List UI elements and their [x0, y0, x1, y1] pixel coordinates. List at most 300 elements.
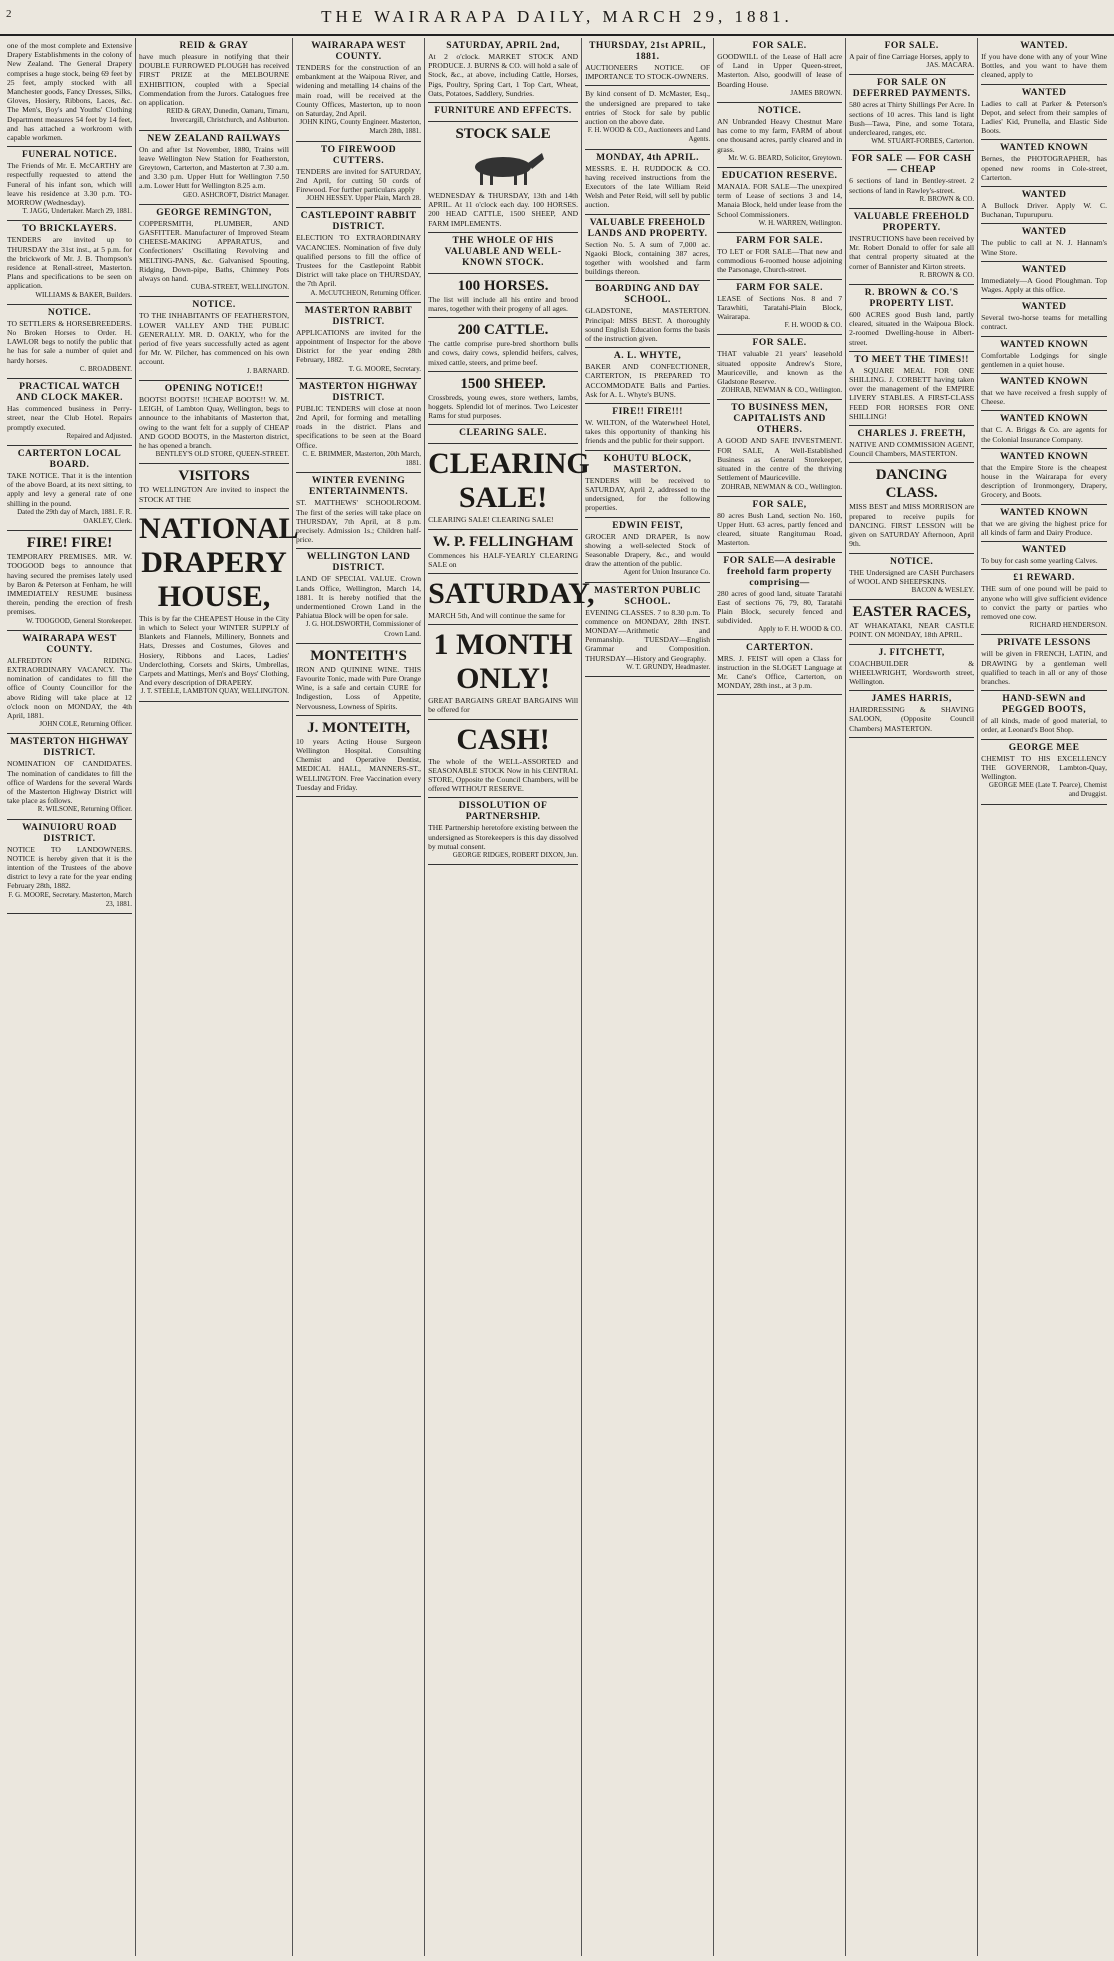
ad-heading: J. FITCHETT, [878, 647, 945, 658]
ad-signature: JOHN HESSEY. Upper Plain, March 28. [306, 194, 422, 203]
advertisement [585, 404, 710, 451]
ad-heading: CLEARING SALE! [428, 447, 590, 515]
advertisement [717, 553, 842, 640]
ad-heading: WANTED [1021, 264, 1067, 275]
ad-heading: MASTERTON PUBLIC SCHOOL. [594, 585, 702, 607]
advertisement [717, 335, 842, 400]
ad-body: LEASE of Sections Nos. 8 and 7 Tarawhiti, Taratahi-Plain Block, Wairarapa. [717, 293, 843, 322]
advertisement [428, 425, 578, 444]
ad-signature: WILLIAMS & BAKER, Builders. [35, 290, 133, 299]
ad-body: ELECTION TO EXTRAORDINARY VACANCIES. Nomination of five duly qualified persons to fill the office of Trustees for the Castlepoint Rabbit District will take place on THURSDAY, the 7th April. [296, 233, 422, 289]
advertisement [849, 463, 974, 553]
ad-heading: CHARLES J. FREETH, [857, 429, 966, 440]
advertisement [849, 554, 974, 601]
ad-body: ALFREDTON RIDING. EXTRAORDINARY VACANCY. The nomination of candidates to fill the office of County Councillor for the above Riding will take place at 12 o'clock noon on MONDAY, the 4th April, 1881. [7, 655, 133, 720]
ad-heading: WANTED [1021, 227, 1067, 238]
ad-body: THE sum of one pound will be paid to anyone who will give sufficient evidence to convict the party or parties who removed one cow. [981, 584, 1108, 621]
ad-body: that we have received a fresh supply of Cheese. [981, 388, 1108, 407]
column-8 [978, 38, 1110, 1956]
ad-body: The Friends of Mr. E. McCARTHY are respectfully requested to attend the Funeral of his infant son, which will leave his residence at 3.30 p.m. TO-MORROW (Wednesday). [7, 161, 133, 208]
advertisement [981, 38, 1107, 85]
ad-body: A SQUARE MEAL FOR ONE SHILLING. J. CORBETT having taken over the management of the EMPIRE LIVERY STABLES. A FIRST-CLASS FEED FOR HORSES FOR ONE SHILLING! [849, 365, 975, 421]
ad-heading: FUNERAL NOTICE. [21, 150, 118, 161]
ad-heading: FOR SALE ON DEFERRED PAYMENTS. [852, 78, 971, 100]
ad-heading: TO MEET THE TIMES!! [854, 354, 969, 365]
ad-heading: FIRE!! FIRE!!! [612, 407, 683, 418]
advertisement [296, 379, 421, 473]
ad-body: TO WELLINGTON Are invited to inspect the STOCK AT THE [139, 485, 290, 504]
ad-body: Comfortable Lodgings for single gentlemen in a quiet house. [981, 350, 1108, 369]
ad-heading: WANTED KNOWN [1000, 339, 1089, 350]
ad-body: MARCH 5th, And will continue the same for [428, 611, 566, 621]
advertisement [585, 348, 710, 404]
ad-body: LAND OF SPECIAL VALUE. Crown Lands Office, Wellington, March 14, 1881. It is hereby notified that the undermentioned Crown Land in the Pahiatua Block will be open for sale. [296, 574, 422, 621]
advertisement [7, 305, 132, 379]
ad-body: MRS. J. FEIST will open a Class for instruction in the SLOGET Language at Mr. Cane's Office, Carterton, on MONDAY, 28th inst., at 3 p.m. [717, 653, 843, 691]
advertisement [981, 262, 1107, 299]
ad-heading: WANTED [1021, 190, 1067, 201]
ad-heading: EDUCATION RESERVE. [721, 171, 838, 182]
advertisement [717, 400, 842, 496]
ad-signature: F. H. WOOD & CO., Auctioneers and Land Agents. [587, 126, 711, 144]
ad-signature: JAS. MACARA. [926, 61, 975, 70]
ad-heading: NOTICE. [47, 307, 92, 318]
ad-body: Bernes, the PHOTOGRAPHER, has opened new rooms in Cole-street, Carterton. [981, 154, 1108, 182]
advertisement [428, 574, 595, 625]
ad-body: one of the most complete and Extensive Drapery Establishments in the colony of New Zealand. The General Drapery comprises a huge stock, being 69 feet by 25 feet, amply stocked with all Manchester goods, Fancy Dresses, Silks, Gloves, Hosiery, Ribbons, Laces, &c. The Men's, Boy's and Youths' Clothing Department measures 54 feet by 14 feet, and has attached a workroom with capable workmen. [7, 41, 133, 143]
ad-signature: Apply to F. H. WOOD & CO. [758, 625, 843, 634]
ad-body: GREAT BARGAINS GREAT BARGAINS Will be offered for [428, 696, 579, 715]
advertisement [981, 224, 1107, 261]
ad-body: Several two-horse teams for metalling contract. [981, 313, 1108, 332]
ad-heading: WANTED [1021, 302, 1067, 313]
advertisement [981, 691, 1107, 739]
ad-body: TO SETTLERS & HORSEBREEDERS. No Broken Horses to Order. H. LAWLOR begs to notify the public that he has for sale a number of quiet and hardy horses. [7, 318, 133, 365]
ad-signature: Mr. W. G. BEARD, Solicitor, Greytown. [728, 153, 843, 162]
advertisement [139, 297, 289, 380]
column-1 [4, 38, 136, 1956]
advertisement [981, 542, 1107, 570]
advertisement [428, 720, 578, 799]
ad-heading: CASH! [456, 722, 550, 756]
ad-heading: MONDAY, 4th APRIL. [596, 152, 699, 163]
ad-heading: FIRE! FIRE! [26, 535, 113, 552]
ad-body: of all kinds, made of good material, to order, at Leonard's Boot Shop. [981, 716, 1108, 735]
ad-heading: TO BUSINESS MEN, CAPITALISTS AND OTHERS. [731, 403, 828, 436]
advertisement [585, 281, 710, 348]
ad-body: NATIVE AND COMMISSION AGENT, Council Chambers, MASTERTON. [849, 440, 975, 459]
advertisement [981, 187, 1107, 224]
ad-body: that we are giving the highest price for all kinds of farm and Dairy Produce. [981, 518, 1108, 537]
advertisement [139, 205, 289, 298]
masthead [0, 0, 1114, 36]
advertisement [428, 318, 578, 372]
advertisement [7, 446, 132, 531]
ad-body: The whole of the WELL-ASSORTED and SEASONABLE STOCK Now in his CENTRAL STORE, Opposite the Council Chambers, will be offered WITHOUT RESERVE. [428, 756, 579, 794]
advertisement [717, 233, 842, 280]
ad-heading: VALUABLE FREEHOLD LANDS AND PROPERTY. [587, 217, 708, 239]
ad-body: PUBLIC TENDERS will close at noon 2nd April, for forming and metalling roads in the district. Plans and specifications to be seen at the Board Office. [296, 403, 422, 450]
ad-body: TO LET or FOR SALE—That new and commodious 6-roomed house adjoining the Parsonage, Church-street. [717, 247, 843, 275]
ad-signature: BACON & WESLEY. [911, 585, 975, 594]
ad-signature: RICHARD HENDERSON. [1029, 621, 1108, 630]
advertisement [7, 631, 132, 735]
ad-heading: 1 MONTH ONLY! [433, 628, 573, 696]
ad-heading: 1500 SHEEP. [460, 375, 546, 392]
ad-signature: W. TOOGOOD, General Storekeeper. [26, 616, 133, 625]
advertisement [717, 103, 842, 168]
advertisement [981, 374, 1107, 411]
advertisement [849, 691, 974, 738]
ad-heading: TO BRICKLAYERS. [22, 224, 117, 235]
ad-body: have much pleasure in notifying that their DOUBLE FURROWED PLOUGH has received FIRST PRIZE at the MELBOURNE EXHIBITION, coupled with a Special Commendation from the Jurors. Catalogues free on application. [139, 52, 290, 108]
ad-body: CHEMIST TO HIS EXCELLENCY THE GOVERNOR, Lambton-Quay, Wellington. [981, 753, 1108, 781]
ad-body: Commences his HALF-YEARLY CLEARING SALE on [428, 550, 579, 569]
ad-body: W. WILTON, of the Waterwheel Hotel, takes this opportunity of thanking his friends and the public for their support. [585, 418, 711, 446]
advertisement [981, 85, 1107, 141]
advertisement [981, 635, 1107, 691]
ad-heading: WANTED. [1020, 41, 1068, 51]
ad-heading: VALUABLE FREEHOLD PROPERTY. [853, 212, 970, 234]
advertisement [849, 285, 974, 352]
advertisement [585, 451, 710, 518]
advertisement [296, 142, 421, 209]
advertisement [717, 640, 842, 696]
ad-body: that C. A. Briggs & Co. are agents for the Colonial Insurance Company. [981, 425, 1108, 444]
advertisement [981, 140, 1107, 187]
ad-heading: MASTERTON RABBIT DISTRICT. [304, 305, 413, 327]
ad-body: will be given in FRENCH, LATIN, and DRAWING by a gentleman well qualified to teach in all or any of those branches. [981, 649, 1108, 686]
ad-body: GLADSTONE, MASTERTON. Principal: MISS BEST. A thoroughly sound English Education forms the basis of the instruction given. [585, 306, 711, 344]
ad-heading: VISITORS [178, 468, 250, 485]
advertisement [428, 38, 578, 103]
ad-heading: 200 CATTLE. [457, 322, 549, 339]
advertisement [981, 505, 1107, 542]
ad-body: INSTRUCTIONS have been received by Mr. Robert Donald to offer for sale all that central property situated at the corner of Bannister and Kirton streets. [849, 234, 975, 271]
advertisement [849, 352, 974, 426]
advertisement [981, 337, 1107, 374]
ad-body: THAT valuable 21 years' leasehold situated opposite Andrew's Store, Mauriceville, and known as the Gladstone Reserve. [717, 349, 843, 387]
horse-cut-icon [458, 147, 548, 187]
advertisement [849, 38, 974, 75]
ad-body: TENDERS are invited for SATURDAY, 2nd April, for cutting 50 cords of Firewood. For further particulars apply [296, 166, 422, 195]
ad-signature: GEO. ASHCROFT, District Manager. [182, 190, 290, 199]
advertisement [428, 274, 578, 318]
advertisement [296, 38, 421, 142]
advertisement [849, 151, 974, 209]
ad-heading: OPENING NOTICE!! [164, 383, 264, 394]
ad-heading: NOTICE. [757, 106, 802, 117]
ad-heading: FOR SALE. [752, 338, 807, 349]
ad-heading: MASTERTON HIGHWAY DISTRICT. [299, 381, 418, 403]
ad-body: The public to call at N. J. Hannam's Wine Store. [981, 238, 1108, 257]
ad-heading: REID & GRAY [179, 41, 249, 51]
ad-heading: W. P. FELLINGHAM [432, 533, 574, 550]
advertisement [428, 103, 578, 122]
advertisement [296, 208, 421, 302]
advertisement [139, 464, 289, 508]
ad-heading: WANTED [1021, 87, 1067, 98]
ad-body: A pair of fine Carriage Horses, apply to [849, 52, 970, 61]
ad-body: To buy for cash some yearling Calves. [981, 556, 1098, 566]
ad-body: APPLICATIONS are invited for the appointment of Inspector for the above District for the year ending 28th February, 1882. [296, 327, 422, 365]
ad-body: TENDERS are invited up to THURSDAY the 31st inst., at 5 p.m. for the brickwork of Mr. J. B. Thompson's residence at Renall-street, Masterton. Plans and specifications to be seen on application. [7, 235, 133, 291]
ad-heading: SATURDAY, APRIL 2nd, [446, 41, 560, 51]
ad-signature: W. T. GRUNDY, Headmaster. [626, 662, 711, 671]
advertisement [849, 209, 974, 285]
ad-heading: HAND-SEWN and PEGGED BOOTS, [1002, 694, 1087, 716]
ad-heading: CARTERTON LOCAL BOARD. [17, 448, 122, 470]
ad-body: IRON AND QUININE WINE. THIS Favourite Tonic, made with Pure Orange Wine, is a safe and certain CURE for Indigestion, Loss of Appetite, Nervousness, Lowness of Spirits. [296, 664, 422, 711]
ad-signature: WM. STUART-FORBES, Carterton. [871, 137, 975, 146]
advertisement [139, 131, 289, 205]
ad-signature: Dated the 29th day of March, 1881. F. R. OAKLEY, Clerk. [17, 507, 133, 525]
newspaper-title: THE WAIRARAPA DAILY, MARCH 29, 1881. [321, 7, 793, 26]
ad-heading: R. BROWN & CO.'S PROPERTY LIST. [864, 288, 959, 310]
ad-signature: J. T. STEELE, LAMBTON QUAY, WELLINGTON. [140, 687, 290, 696]
ad-heading: PRIVATE LESSONS [997, 638, 1091, 649]
ad-body: TAKE NOTICE. That it is the intention of the above Board, at its next sitting, to apply and levy a general rate of one shilling in the pound. [7, 470, 133, 508]
advertisement [428, 233, 578, 274]
ad-heading: GEORGE REMINGTON, [156, 207, 272, 218]
advertisement [428, 625, 578, 719]
advertisement [981, 740, 1107, 805]
advertisement [296, 303, 421, 379]
advertisement [428, 530, 578, 574]
ad-body: At 2 o'clock. MARKET STOCK AND PRODUCE. J. BURNS & CO. will hold a sale of Stock, &c., at above, including Cattle, Horses, Pigs, Poultry, Spring Cart, 1 Top Cart, Wheat, Oats, Potatoes, Saddlery, Sundries. [428, 52, 579, 98]
ad-body: AT WHAKATAKI, NEAR CASTLE POINT. ON MONDAY, 18th APRIL. [849, 621, 975, 640]
ad-heading: WAINUIORU ROAD DISTRICT. [22, 822, 117, 844]
advertisement [7, 820, 132, 914]
ad-body: On and after 1st November, 1880, Trains will leave Wellington New Station for Featherston, Greytown, Carterton, and Masterton at 7.30 a.m. and 3.30 p.m. Upper Hutt for Wellington 7.50 a.m. Lower Hutt for Wellington 8.25 a.m. [139, 144, 290, 191]
advertisement [981, 449, 1107, 505]
advertisement [849, 75, 974, 151]
ad-body: This is by far the CHEAPEST House in the City in which to Select your WINTER SUPPLY of Blankets and Flannels, Millinery, Bonnets and Hats, Dresses and Costumes, Gloves and Hosiery, Ribbons and Laces, Ladies' Underclothing, Corsets and Skirts, Umbrellas, Carpets and Mattings, Men's and Boys' Clothing, And every description of DRAPERY. [139, 613, 290, 688]
ad-heading: WANTED KNOWN [1000, 507, 1089, 518]
advertisement [849, 600, 974, 644]
advertisement [139, 38, 289, 131]
ad-heading: CARTERTON. [745, 642, 814, 653]
ad-heading: TO FIREWOOD CUTTERS. [320, 144, 397, 166]
ad-heading: EDWIN FEIST, [612, 520, 683, 531]
ad-body: By kind consent of D. McMaster, Esq., the undersigned are prepared to take entries of Stock for sale by public auction on the above date. [585, 89, 711, 127]
ad-body: WEDNESDAY & THURSDAY, 13th and 14th APRIL. At 11 o'clock each day. 100 HORSES. 200 HEAD CATTLE, 1500 SHEEP, AND FARM IMPLEMENTS. [428, 191, 579, 228]
column-2 [136, 38, 299, 1956]
ad-body: Has commenced business in Perry-street, near the Club Hotel. Repairs promptly executed. [7, 404, 133, 432]
ad-signature: GEORGE MEE (Late T. Pearce), Chemist and Druggist. [988, 781, 1108, 799]
ad-body: TEMPORARY PREMISES. MR. W. TOOGOOD begs to announce that having secured the premises lately used by Baron & Peterson at Fenham, he will IMMEDIATELY RESUME business therein, pending the erection of fresh premises. [7, 552, 133, 617]
ad-signature: ZOHRAB, NEWMAN & CO., Wellington. [721, 386, 843, 395]
ad-heading: £1 REWARD. [1013, 573, 1075, 584]
page-number: 2 [6, 8, 12, 20]
advertisement [717, 280, 842, 336]
ad-body: A GOOD AND SAFE INVESTMENT. FOR SALE, A Well-Established Business as General Storekeeper, situated in the centre of the thriving Settlement of Mauriceville. [717, 436, 843, 483]
ad-signature: T. JAGG, Undertaker. March 29, 1881. [22, 207, 133, 216]
ad-heading: KOHUTU BLOCK, MASTERTON. [603, 453, 692, 475]
ad-heading: WANTED KNOWN [1000, 143, 1089, 154]
ad-body: The cattle comprise pure-bred shorthorn bulls and cows, dairy cows, splendid heifers, calves, mixed cattle, steers, and prime beef. [428, 339, 579, 367]
ad-signature: W. H. WARREN, Wellington. [758, 218, 843, 227]
advertisement [7, 379, 132, 446]
ad-heading: FOR SALE. [752, 41, 807, 51]
column-6 [714, 38, 846, 1956]
advertisement [139, 509, 299, 702]
ad-heading: NATIONAL DRAPERY HOUSE, [139, 511, 299, 613]
ad-signature: ZOHRAB, NEWMAN & CO., Wellington. [721, 482, 843, 491]
ad-body: TENDERS will be received to SATURDAY, April 2, addressed to the undersigned, for the following properties. [585, 475, 711, 513]
ad-heading: SATURDAY, [428, 577, 595, 611]
ad-body: The list will include all his entire and brood mares, together with their progeny of all ages. [428, 294, 579, 314]
advertisement [981, 411, 1107, 448]
ad-signature: F. G. MOORE, Secretary. Masterton, March 23, 1881. [8, 890, 133, 908]
ad-body: Crossbreds, young ewes, store wethers, lambs, hoggets. Splendid lot of merinos. Two Leicester Rams for stud purposes. [428, 392, 579, 421]
advertisement [296, 549, 421, 643]
advertisement [296, 716, 421, 797]
ad-heading: J. MONTEITH, [307, 719, 411, 736]
advertisement [7, 147, 132, 221]
ad-heading: A. L. WHYTE, [613, 351, 682, 362]
ad-heading: NOTICE. [889, 556, 934, 567]
ad-heading: CLEARING SALE. [459, 428, 547, 439]
ad-body: BOOTS! BOOTS!! !!CHEAP BOOTS!! W. M. LEIGH, of Lambton Quay, Wellington, begs to announce to the inhabitants of Masterton that, owing to the want felt for a supply of CHEAP AND GOOD BOOTS, in the Masterton district, he has opened a branch. [139, 394, 290, 450]
advertisement [7, 734, 132, 819]
ad-signature: JOHN KING, County Engineer. Masterton, March 28th, 1881. [299, 118, 422, 136]
ad-heading: THE WHOLE OF HIS VALUABLE AND WELL-KNOWN STOCK. [444, 235, 562, 268]
ad-heading: WAIRARAPA WEST COUNTY. [311, 41, 406, 62]
ad-heading: FOR SALE, [752, 499, 807, 510]
advertisement [7, 531, 132, 631]
ad-body: HAIRDRESSING & SHAVING SALOON, (Opposite Council Chambers) MASTERTON. [849, 705, 975, 733]
ad-body: BAKER AND CONFECTIONER, CARTERTON, IS PREPARED TO ACCOMMODATE Balls and Parties. Ask for A. L. Whyte's BUNS. [585, 362, 711, 399]
ad-heading: CASTLEPOINT RABBIT DISTRICT. [300, 211, 417, 233]
ad-heading: 100 HORSES. [457, 277, 549, 294]
ad-heading: FARM FOR SALE. [736, 236, 823, 247]
ad-body: that the Empire Store is the cheapest house in the Wairarapa for every description of Ironmongery, Drapery, Grocery, and Boots. [981, 462, 1108, 500]
ad-heading: WANTED [1021, 545, 1067, 556]
ad-heading: WAIRARAPA WEST COUNTY. [22, 633, 117, 655]
advertisement [981, 570, 1107, 635]
ad-heading: EASTER RACES, [852, 604, 971, 621]
column-4 [425, 38, 595, 1956]
advertisement [849, 645, 974, 692]
ad-body: CLEARING SALE! CLEARING SALE! [428, 515, 554, 525]
ad-body: AUCTIONEERS NOTICE. OF IMPORTANCE TO STOCK-OWNERS. [585, 63, 711, 82]
column-7 [846, 38, 978, 1956]
ad-body: NOTICE TO LANDOWNERS. NOTICE is hereby given that it is the intention of the Trustees of the above district to levy a rate for the year ending February 28th, 1882. [7, 844, 133, 891]
advertisement [428, 444, 590, 529]
ad-body: GOODWILL of the Lease of Hall acre of Land in Upper Queen-street, Masterton. Also, goodwill of lease of Boarding House. [717, 52, 843, 89]
advertisement [585, 518, 710, 583]
advertisement [296, 473, 421, 549]
ad-heading: MASTERTON HIGHWAY DISTRICT. [10, 737, 129, 759]
ad-signature: JOHN COLE, Returning Officer. [39, 720, 133, 729]
ad-body: AN Unbranded Heavy Chestnut Mare has come to my farm, FARM of about one thousand acres, partly cleared and in grass. [717, 117, 843, 154]
ad-heading: DISSOLUTION OF PARTNERSHIP. [458, 801, 548, 823]
ad-heading: DANCING CLASS. [875, 467, 948, 502]
ad-heading: FOR SALE—A desirable freehold farm property comprising— [723, 555, 836, 588]
ad-body: THE Partnership heretofore existing between the undersigned as Storekeepers is this day dissolved by mutual consent. [428, 823, 579, 851]
advertisement [981, 299, 1107, 336]
advertisement [717, 168, 842, 233]
advertisement [7, 221, 132, 304]
column-5 [582, 38, 714, 1956]
ad-body: 280 acres of good land, situate Taratahi East of sections 76, 79, 80, Taratahi Plain Block, securely fenced and subdivided. [717, 588, 843, 626]
ad-body: EVENING CLASSES. 7 to 8.30 p.m. To commence on MONDAY, 28th INST. MONDAY—Arithmetic and Penmanship. TUESDAY—English Grammar and Composition. THURSDAY—History and Geography. [585, 607, 711, 663]
ad-heading: WANTED KNOWN [1000, 414, 1089, 425]
ad-heading: NEW ZEALAND RAILWAYS [147, 133, 281, 144]
ad-heading: MONTEITH'S [310, 647, 407, 664]
ad-body: COACHBUILDER & WHEELWRIGHT, Wordsworth street, Wellington. [849, 658, 975, 686]
ad-body: COPPERSMITH, PLUMBER, AND GASFITTER. Manufacturer of Improved Steam CHEESE-MAKING APPARATUS, and Confectioners' Oscillating Revolving and MELTING-PANS, &c. Galvanised Spouting, Ridging, Down-pipe, Baths, Chimney Pots always on hand. [139, 218, 290, 284]
ad-body: MANAIA. FOR SALE—The unexpired term of Lease of sections 3 and 14, Manaia Block, held under lease from the School Commissioners. [717, 182, 843, 219]
ad-body: GROCER AND DRAPER, Is now showing a well-selected Stock of Seasonable Drapery, &c., and would draw the attention of the public. [585, 531, 711, 569]
ad-signature: T. G. MOORE, Secretary. [348, 364, 422, 373]
ad-signature: Repaired and Adjusted. [66, 431, 133, 440]
advertisement [428, 372, 578, 426]
ad-body: NOMINATION OF CANDIDATES. The nomination of candidates to fill the office of Wardens for the several Wards of the Masterton Highway District will take place as follows. [7, 759, 133, 806]
ad-signature: R. WILSONE, Returning Officer. [37, 805, 133, 814]
advertisement [585, 86, 710, 149]
ad-heading: GEORGE MEE [1008, 742, 1080, 753]
advertisement [139, 381, 289, 464]
ad-body: Immediately—A Good Ploughman. Top Wages. Apply at this office. [981, 275, 1108, 295]
ad-heading: BOARDING AND DAY SCHOOL. [595, 284, 700, 306]
ad-body: If you have done with any of your Wine Bottles, and you want to have them cleaned, apply to [981, 52, 1108, 80]
ad-heading: FOR SALE. [884, 41, 939, 51]
ad-body: ST. MATTHEWS' SCHOOLROOM. The first of the series will take place on THURSDAY, 7th April, at 8 p.m. precisely. Admission 1s.; Children half-price. [296, 498, 422, 545]
ad-heading: THURSDAY, 21st APRIL, 1881. [589, 41, 707, 62]
ad-body: TO THE INHABITANTS OF FEATHERSTON, LOWER VALLEY AND THE PUBLIC GENERALLY. MR. D. OAKLY, who for the period of five years successfully acted as agent for Mr. W. Pilcher, has commenced on his own account. [139, 311, 290, 367]
ad-body: A Bullock Driver. Apply W. C. Buchanan, Tupurupuru. [981, 201, 1108, 220]
ad-signature: R. BROWN & CO. [919, 194, 975, 203]
ad-heading: WANTED KNOWN [1000, 451, 1089, 462]
ad-signature: CUBA-STREET, WELLINGTON. [190, 283, 290, 292]
ad-signature: A. McCUTCHEON, Returning Officer. [310, 288, 422, 297]
ad-body: Ladies to call at Parker & Peterson's Depot, and select from their samples of Ladies' Kid, Prunella, and Elastic Side Boots. [981, 98, 1108, 136]
ad-body: Section No. 5. A sum of 7,000 ac. Ngaoki Block, containing 387 acres, together with woolshed and farm buildings thereon. [585, 239, 711, 277]
advertisement [849, 426, 974, 463]
ad-heading: FARM FOR SALE. [736, 282, 823, 293]
ad-signature: REID & GRAY, Dunedin, Oamaru, Timaru, Invercargill, Christchurch, and Ashburton. [166, 107, 290, 125]
ad-signature: BENTLEY'S OLD STORE, QUEEN-STREET. [155, 450, 290, 459]
ad-signature: Agent for Union Insurance Co. [623, 568, 711, 577]
advertisement [7, 38, 132, 147]
ad-heading: WELLINGTON LAND DISTRICT. [306, 552, 411, 574]
advertisement [717, 497, 842, 553]
ad-signature: C. BROADBENT. [79, 364, 133, 373]
ad-signature: J. BARNARD. [246, 366, 290, 375]
ad-signature: R. BROWN & CO. [919, 270, 975, 279]
ad-body: MISS BEST and MISS MORRISON are prepared to receive pupils for DANCING. FIRST LESSON will be given on SATURDAY Afternoon, April 9th. [849, 502, 975, 549]
ad-body: 10 years Acting House Surgeon Wellington Hospital. Consulting Chemist and Operative Dentist, MEDICAL HALL, MANNERS-ST., WELLINGTON. Free Vaccination every Tuesday and Friday. [296, 736, 422, 792]
ad-heading: STOCK SALE [455, 126, 551, 143]
advertisement [717, 38, 842, 103]
ad-body: 600 ACRES good Bush land, partly cleared, situated in the Waipoua Block. 2-roomed Dwelling-house in Albert-street. [849, 310, 975, 347]
ad-heading: FOR SALE — FOR CASH — CHEAP [851, 154, 972, 176]
ad-body: 6 sections of land in Bentley-street. 2 sections of land in Rawley's-street. [849, 176, 975, 195]
advertisement [585, 150, 710, 215]
ad-body: 580 acres at Thirty Shillings Per Acre. In sections of 10 acres. This land is light Bush—Tawa, Pine, and some Totara, undercleared, ranges, etc. [849, 100, 975, 138]
ad-heading: WANTED KNOWN [1000, 377, 1089, 388]
advertisement [428, 122, 578, 233]
ad-heading: NOTICE. [192, 300, 236, 311]
ad-heading: WINTER EVENING ENTERTAINMENTS. [308, 476, 409, 498]
ad-signature: JAMES BROWN. [790, 88, 843, 97]
ad-body: 80 acres Bush Land, section No. 160, Upper Hutt. 63 acres, partly fenced and cleared, situate Rangitumau Road, Masterton. [717, 510, 843, 548]
ad-heading: FURNITURE AND EFFECTS. [434, 106, 572, 117]
columns [4, 38, 1110, 1956]
advertisement [585, 38, 710, 86]
